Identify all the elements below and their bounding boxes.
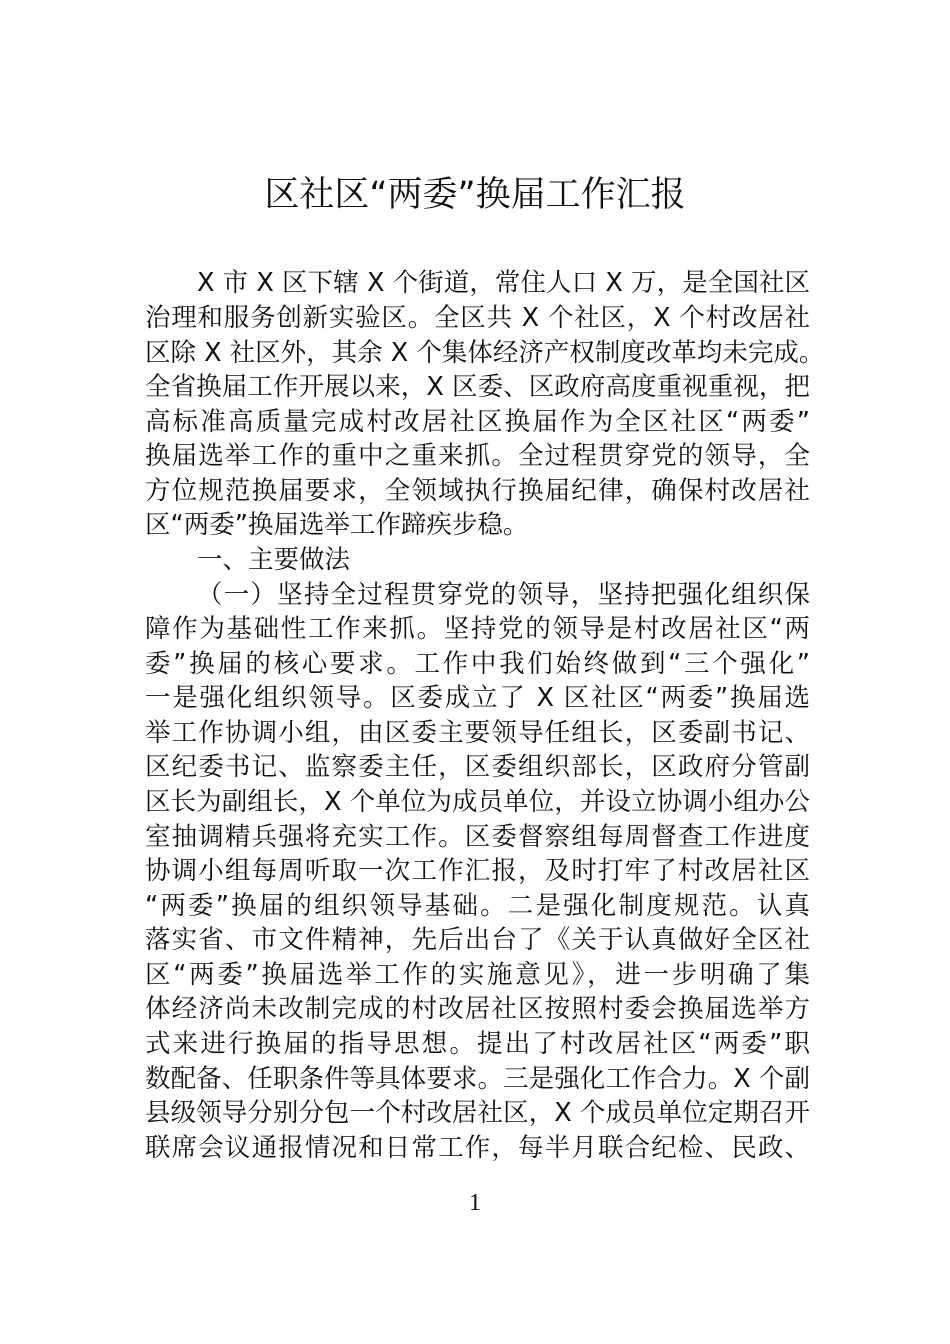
paragraph-line: 障作为基础性工作来抓。坚持党的领导是村改居社区“两 xyxy=(145,614,810,644)
paragraph-line: 治理和服务创新实验区。全区共 X 个社区，X 个村改居社 xyxy=(145,303,810,333)
paragraph-line: 委”换届的核心要求。工作中我们始终做到“三个强化” xyxy=(145,649,810,679)
paragraph-line: 换届选举工作的重中之重来抓。全过程贯穿党的领导，全 xyxy=(145,441,810,471)
paragraph-line: “两委”换届的组织领导基础。二是强化制度规范。认真 xyxy=(145,891,810,921)
section-heading: 一、主要做法 xyxy=(197,545,351,575)
paragraph-line: 协调小组每周听取一次工作汇报，及时打牢了村改居社区 xyxy=(145,856,810,886)
paragraph-line: 区“两委”换届选举工作蹄疾步稳。 xyxy=(145,510,529,540)
paragraph-line: 联席会议通报情况和日常工作，每半月联合纪检、民政、 xyxy=(145,1133,810,1163)
document-title: 区社区“两委”换届工作汇报 xyxy=(264,175,686,215)
page-number: 1 xyxy=(469,1190,481,1216)
paragraph-line: X 市 X 区下辖 X 个街道，常住人口 X 万，是全国社区 xyxy=(197,268,810,298)
paragraph-line: 式来进行换届的指导思想。提出了村改居社区“两委”职 xyxy=(145,1029,810,1059)
paragraph-line: （一）坚持全过程贯穿党的领导，坚持把强化组织保 xyxy=(197,580,810,610)
paragraph-line: 一是强化组织领导。区委成立了 X 区社区“两委”换届选 xyxy=(145,683,810,713)
paragraph-line: 区“两委”换届选举工作的实施意见》，进一步明确了集 xyxy=(145,960,810,990)
paragraph-line: 县级领导分别分包一个村改居社区，X 个成员单位定期召开 xyxy=(145,1098,810,1128)
paragraph-line: 体经济尚未改制完成的村改居社区按照村委会换届选举方 xyxy=(145,994,810,1024)
paragraph-line: 数配备、任职条件等具体要求。三是强化工作合力。X 个副 xyxy=(145,1064,810,1094)
paragraph-line: 室抽调精兵强将充实工作。区委督察组每周督查工作进度 xyxy=(145,822,810,852)
paragraph-line: 区纪委书记、监察委主任，区委组织部长，区政府分管副 xyxy=(145,752,810,782)
paragraph-line: 全省换届工作开展以来，X 区委、区政府高度重视重视，把 xyxy=(145,372,810,402)
paragraph-line: 区长为副组长，X 个单位为成员单位，并设立协调小组办公 xyxy=(145,787,810,817)
paragraph-line: 区除 X 社区外，其余 X 个集体经济产权制度改革均未完成。 xyxy=(145,338,825,368)
paragraph-line: 举工作协调小组，由区委主要领导任组长，区委副书记、 xyxy=(145,718,810,748)
paragraph-line: 高标准高质量完成村改居社区换届作为全区社区“两委” xyxy=(145,407,810,437)
paragraph-line: 落实省、市文件精神，先后出台了《关于认真做好全区社 xyxy=(145,925,810,955)
paragraph-line: 方位规范换届要求，全领域执行换届纪律，确保村改居社 xyxy=(145,476,810,506)
